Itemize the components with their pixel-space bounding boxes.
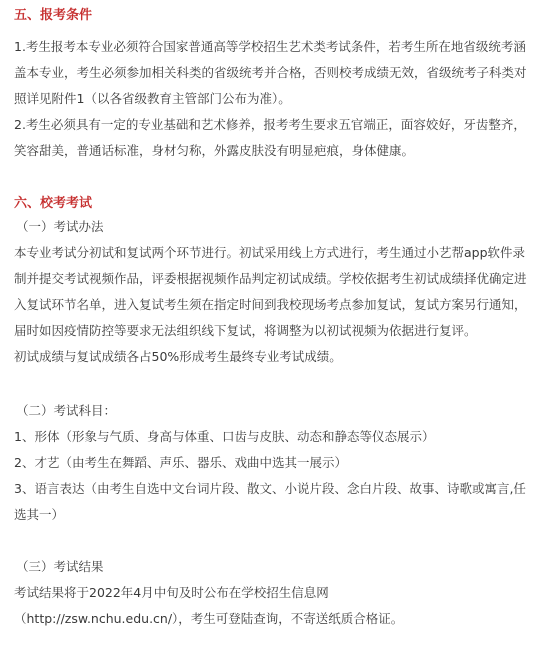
- subject-item: 3、语言表达（由考生自选中文台词片段、散文、小说片段、念白片段、故事、诗歌或寓言,任选其一）: [14, 481, 526, 522]
- subsection-3-title: （三）考试结果: [16, 559, 104, 574]
- section5-paragraph-1: 1.考生报考本专业必须符合国家普通高等学校招生艺术类考试条件，若考生所在地省级统考涵盖本专业，考生必须参加相关科类的省级统考并合格，否则校考成绩无效，省级统考子科类对照详见附件1（以各省级教育主管部门公布为准）。: [14, 39, 527, 106]
- subject-item: 1、形体（形象与气质、身高与体重、口齿与皮肤、动态和静态等仪态展示）: [14, 429, 435, 444]
- section5-paragraph-2: 2.考生必须具有一定的专业基础和艺术修养，报考考生要求五官端正，面容姣好，牙齿整齐，笑容甜美，普通话标准，身材匀称，外露皮肤没有明显疤痕，身体健康。: [14, 117, 526, 158]
- subsection-1-note: 初试成绩与复试成绩各占50%形成考生最终专业考试成绩。: [14, 349, 342, 364]
- result-link-text: （http://zsw.nchu.edu.cn/），考生可登陆查询，不寄送纸质合格证。: [14, 611, 404, 626]
- subsection-1-paragraph: 本专业考试分初试和复试两个环节进行。初试采用线上方式进行，考生通过小艺帮app软件录制并提交考试视频作品，评委根据视频作品判定初试成绩。学校依据考生初试成绩择优确定进入复试环节名单，进入复试考生须在指定时间到我校现场考点参加复试，复试方案另行通知，届时如因疫情防控等要求无法组织线下复试，将调整为以初试视频为依据进行复评。: [14, 245, 527, 338]
- section6-heading: 六、校考考试: [14, 196, 93, 211]
- subsection-1-title: （一）考试办法: [16, 219, 104, 234]
- subsection-2-title: （二）考试科目：: [16, 403, 117, 418]
- subject-item: 2、才艺（由考生在舞蹈、声乐、器乐、戏曲中选其一展示）: [14, 455, 347, 470]
- section5-heading: 五、报考条件: [14, 8, 93, 23]
- result-text: 考试结果将于2022年4月中旬及时公布在学校招生信息网: [14, 585, 329, 600]
